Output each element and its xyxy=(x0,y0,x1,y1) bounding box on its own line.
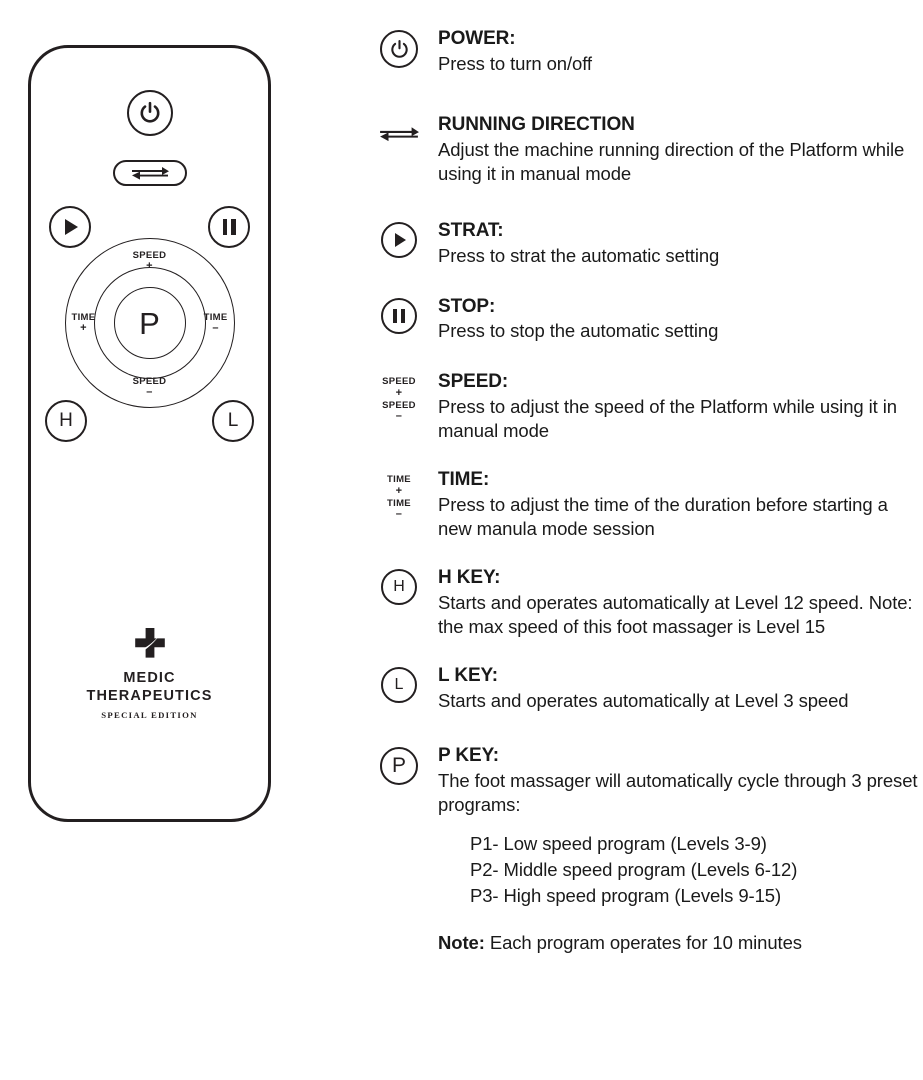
speed-down-sign: – xyxy=(395,410,403,423)
time-up-sign: + xyxy=(395,484,403,497)
brand-tagline: SPECIAL EDITION xyxy=(101,710,198,721)
legend-title: L KEY: xyxy=(438,665,498,687)
legend-item-h-key xyxy=(360,567,923,639)
note-label: Note: xyxy=(438,931,485,953)
footer-note xyxy=(360,932,923,954)
legend-text xyxy=(438,665,923,713)
time-down-text: TIME xyxy=(387,497,411,509)
h-key-letter: H xyxy=(393,578,405,596)
legend-item-stop xyxy=(360,296,923,344)
remote-h-label: H xyxy=(59,410,73,431)
remote-body xyxy=(28,45,271,822)
remote-p-button[interactable] xyxy=(114,287,186,359)
speed-up-text: SPEED xyxy=(382,376,416,388)
remote-l-label: L xyxy=(227,410,239,431)
legend-item-strat xyxy=(360,220,923,268)
p-key-letter: P xyxy=(391,754,406,778)
dial-speed-up-text: SPEED xyxy=(132,250,167,261)
running-direction-icon xyxy=(130,164,170,182)
remote-dial[interactable] xyxy=(65,238,235,408)
play-button-icon[interactable] xyxy=(381,222,417,258)
time-plus-minus-icon[interactable] xyxy=(387,471,411,522)
pause-icon xyxy=(223,219,236,235)
dial-speed-up-sign: + xyxy=(146,259,153,272)
remote-l-button[interactable] xyxy=(212,400,254,442)
dial-time-up-text: TIME xyxy=(71,311,96,323)
legend-description: Starts and operates automatically at Level 12 speed. Note: the max speed of this foot massager is Level 15 xyxy=(438,592,913,638)
legend-text xyxy=(438,469,923,541)
play-icon xyxy=(65,219,78,235)
program-item-p1: P1- Low speed program (Levels 3-9) xyxy=(470,832,767,854)
note-text: Each program operates for 10 minutes xyxy=(489,931,802,953)
legend-icon-slot xyxy=(360,567,438,605)
dial-time-down-sign: – xyxy=(212,321,219,334)
legend-title: STOP: xyxy=(438,295,496,317)
remote-h-button[interactable] xyxy=(45,400,87,442)
legend-text xyxy=(438,296,923,344)
time-up-text: TIME xyxy=(387,474,411,486)
legend-text xyxy=(438,567,923,639)
legend-icon-slot xyxy=(360,220,438,258)
brand-name-line2: THERAPEUTICS xyxy=(86,687,213,704)
legend-description: The foot massager will automatically cycle through 3 preset programs: xyxy=(438,769,918,815)
running-direction-icon[interactable] xyxy=(378,124,420,144)
legend-icon-slot xyxy=(360,469,438,522)
legend-item-power xyxy=(360,28,923,76)
legend-description: Press to stop the automatic setting xyxy=(438,320,719,342)
legend-item-time xyxy=(360,469,923,541)
brand-name-line1: MEDIC xyxy=(123,670,176,686)
legend-item-p-key xyxy=(360,745,923,817)
legend-text xyxy=(438,745,923,817)
time-down-sign: – xyxy=(395,508,403,521)
legend-text xyxy=(438,114,923,186)
dial-speed-down-label[interactable] xyxy=(133,377,167,397)
legend-title: H KEY: xyxy=(438,567,501,589)
power-icon xyxy=(138,101,162,125)
remote-direction-button[interactable] xyxy=(113,160,187,186)
legend-description: Press to strat the automatic setting xyxy=(438,244,720,266)
program-item-p2: P2- Middle speed program (Levels 6-12) xyxy=(470,859,798,881)
legend-item-running-direction xyxy=(360,114,923,186)
dial-center-label: P xyxy=(139,305,160,341)
legend-title: RUNNING DIRECTION xyxy=(438,113,635,135)
legend-description: Press to adjust the speed of the Platform while using it in manual mode xyxy=(438,396,897,442)
p-key-icon[interactable] xyxy=(380,747,418,785)
power-button-icon[interactable] xyxy=(380,30,418,68)
legend-item-speed xyxy=(360,371,923,443)
speed-up-sign: + xyxy=(395,386,403,399)
legend-icon-slot xyxy=(360,745,438,785)
legend-description: Adjust the machine running direction of the Platform while using it in manual mode xyxy=(438,138,905,184)
remote-pause-button[interactable] xyxy=(208,206,250,248)
preset-program-list xyxy=(360,831,923,910)
medical-cross-icon xyxy=(133,628,167,662)
power-icon xyxy=(389,39,410,60)
legend-title: SPEED: xyxy=(438,371,509,393)
legend-list xyxy=(360,0,923,1080)
legend-title: P KEY: xyxy=(438,744,499,766)
dial-speed-down-sign: – xyxy=(146,385,153,398)
program-item-p3: P3- High speed program (Levels 9-15) xyxy=(470,885,782,907)
legend-text xyxy=(438,28,923,76)
l-key-letter: L xyxy=(394,676,404,694)
legend-icon-slot xyxy=(360,665,438,703)
h-key-icon[interactable] xyxy=(381,569,417,605)
legend-icon-slot xyxy=(360,28,438,68)
pause-button-icon[interactable] xyxy=(381,298,417,334)
legend-icon-slot xyxy=(360,371,438,424)
dial-time-up-label[interactable] xyxy=(72,313,96,333)
legend-text xyxy=(438,371,923,443)
pause-icon xyxy=(393,309,405,323)
legend-description: Press to adjust the time of the duration before starting a new manula mode session xyxy=(438,494,888,540)
legend-icon-slot xyxy=(360,296,438,334)
legend-title: POWER: xyxy=(438,28,516,49)
dial-speed-down-text: SPEED xyxy=(132,375,167,387)
legend-text xyxy=(438,220,923,268)
remote-power-button[interactable] xyxy=(127,90,173,136)
speed-plus-minus-icon[interactable] xyxy=(382,373,416,424)
brand-logo xyxy=(31,628,268,720)
legend-icon-slot xyxy=(360,114,438,144)
dial-time-down-label[interactable] xyxy=(204,313,228,333)
remote-illustration xyxy=(0,0,340,1080)
speed-down-text: SPEED xyxy=(382,399,416,411)
legend-title: TIME: xyxy=(438,469,490,491)
l-key-icon[interactable] xyxy=(381,667,417,703)
legend-item-l-key xyxy=(360,665,923,713)
legend-description: Press to turn on/off xyxy=(438,52,592,74)
legend-title: STRAT: xyxy=(438,219,504,241)
remote-play-button[interactable] xyxy=(49,206,91,248)
dial-time-up-sign: + xyxy=(80,321,87,334)
dial-time-down-text: TIME xyxy=(203,311,228,323)
legend-description: Starts and operates automatically at Level 3 speed xyxy=(438,689,849,711)
play-icon xyxy=(395,233,406,247)
